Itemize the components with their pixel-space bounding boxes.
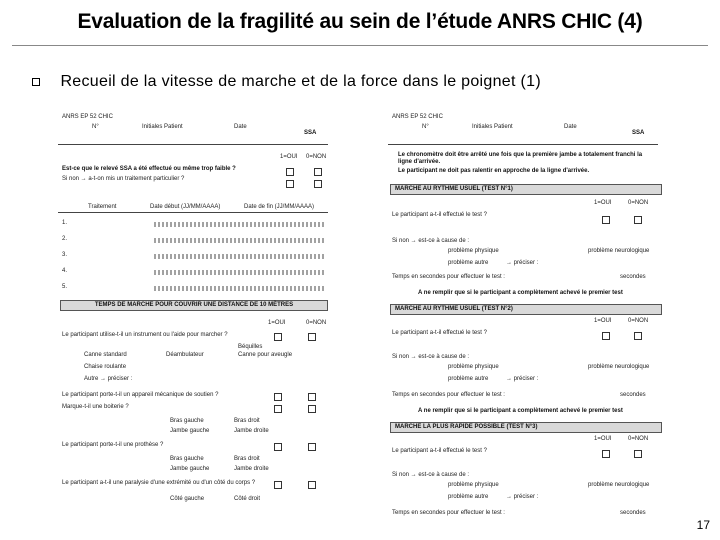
left-row-dates bbox=[154, 238, 324, 243]
left-header-rule bbox=[58, 144, 328, 145]
left-q1: Est-ce que le relevé SSA a été effectué ou même trop faible ? bbox=[62, 166, 236, 172]
bullet-text: Recueil de la vitesse de marche et de la force dans le poignet (1) bbox=[60, 73, 541, 90]
left-row-4: 4. bbox=[62, 268, 68, 274]
left-aid-4: Canne pour aveugle bbox=[238, 352, 293, 358]
right-test-3-bar: MARCHE LA PLUS RAPIDE POSSIBLE (TEST N°3) bbox=[390, 422, 662, 433]
right-q3-yes-box[interactable] bbox=[602, 450, 610, 458]
left-q2: Le participant utilise-t-il un instrument ou l'aide pour marcher ? bbox=[62, 332, 228, 338]
right-q2-yes-box[interactable] bbox=[602, 332, 610, 340]
slide-title: Evaluation de la fragilité au sein de l’étude ANRS CHIC (4) bbox=[77, 10, 643, 33]
left-section-bar: TEMPS DE MARCHE POUR COUVRIR UNE DISTANCE DE 10 MÈTRES bbox=[60, 300, 328, 311]
left-row-dates bbox=[154, 222, 324, 227]
left-form-page bbox=[58, 112, 333, 522]
left-q5-yes-box[interactable] bbox=[274, 443, 282, 451]
left-table-head-2: Date début (JJ/MM/AAAA) bbox=[150, 204, 221, 210]
right-time-3: Temps en secondes pour effectuer le test : bbox=[392, 510, 505, 516]
left-side-2b: Bras droit bbox=[234, 456, 260, 462]
right-no-3: 0=NON bbox=[628, 436, 649, 442]
page-number: 17 bbox=[696, 518, 710, 532]
left-field-num: N° bbox=[92, 124, 99, 130]
right-q-done-2: Le participant a-t-il effectué le test ? bbox=[392, 330, 487, 336]
right-note-1: Le chronomètre doit être arrêté une fois que la première jambe a totalement franchi la ligne d'arrivée. bbox=[398, 152, 643, 165]
left-side-4b: Jambe droite bbox=[234, 466, 269, 472]
left-yes-label: 1=OUI bbox=[280, 154, 298, 160]
left-q3: Le participant porte-t-il un appareil mécanique de soutien ? bbox=[62, 392, 219, 398]
right-field-date: Date bbox=[564, 124, 577, 130]
left-q5: Le participant porte-t-il une prothèse ? bbox=[62, 442, 164, 448]
right-reason-2: Si non → est-ce à cause de : bbox=[392, 354, 470, 360]
left-table-rule bbox=[58, 212, 328, 213]
right-header-rule bbox=[388, 144, 658, 145]
right-completed-2: A ne remplir que si le participant a complètement achevé le premier test bbox=[418, 408, 623, 414]
left-aid-1: Canne standard bbox=[84, 352, 127, 358]
left-q5-no-box[interactable] bbox=[308, 443, 316, 451]
left-row-3: 3. bbox=[62, 252, 68, 258]
right-reason-2a: problème physique bbox=[448, 364, 499, 370]
left-aid-6: Autre → préciser : bbox=[84, 376, 133, 382]
right-units-2: secondes bbox=[620, 392, 646, 398]
right-form-page bbox=[388, 112, 662, 522]
left-row-1: 1. bbox=[62, 220, 68, 226]
left-field-ssa: SSA bbox=[304, 130, 317, 136]
right-no-1: 0=NON bbox=[628, 200, 649, 206]
left-field-date: Date bbox=[234, 124, 247, 130]
left-no-label: 0=NON bbox=[306, 154, 327, 160]
right-units-3: secondes bbox=[620, 510, 646, 516]
square-bullet-icon bbox=[32, 78, 40, 86]
right-reason-1a: problème physique bbox=[448, 248, 499, 254]
right-no-2: 0=NON bbox=[628, 318, 649, 324]
left-q4-no-box[interactable] bbox=[308, 405, 316, 413]
right-q1-no-box[interactable] bbox=[634, 216, 642, 224]
left-side-3b: Jambe gauche bbox=[170, 466, 210, 472]
right-q-done-1: Le participant a-t-il effectué le test ? bbox=[392, 212, 487, 218]
right-reason-2c: problème autre bbox=[448, 376, 489, 382]
right-q2-no-box[interactable] bbox=[634, 332, 642, 340]
right-yes-3: 1=OUI bbox=[594, 436, 612, 442]
left-field-initials: Initiales Patient bbox=[142, 124, 183, 130]
left-q6-yes-box[interactable] bbox=[274, 481, 282, 489]
right-time-2: Temps en secondes pour effectuer le test : bbox=[392, 392, 505, 398]
right-reason-1: Si non → est-ce à cause de : bbox=[392, 238, 470, 244]
right-field-ssa: SSA bbox=[632, 130, 645, 136]
right-yes-2: 1=OUI bbox=[594, 318, 612, 324]
left-row-dates bbox=[154, 270, 324, 275]
title-rule bbox=[12, 45, 708, 46]
right-field-initials: Initiales Patient bbox=[472, 124, 513, 130]
left-aid-2: Déambulateur bbox=[166, 352, 204, 358]
left-q1-note: Si non → a-t-on mis un traitement particulier ? bbox=[62, 176, 185, 182]
right-reason-1b: problème neurologique bbox=[588, 248, 650, 254]
left-q6-no-box[interactable] bbox=[308, 481, 316, 489]
right-time-1: Temps en secondes pour effectuer le test : bbox=[392, 274, 505, 280]
left-q2-yes-box[interactable] bbox=[274, 333, 282, 341]
left-form-header: ANRS EP 52 CHIC bbox=[62, 114, 113, 120]
right-reason-3c: problème autre bbox=[448, 494, 489, 500]
left-side-6: Côté droit bbox=[234, 496, 261, 502]
right-test-1-bar: MARCHE AU RYTHME USUEL (TEST N°1) bbox=[390, 184, 662, 195]
right-q1-yes-box[interactable] bbox=[602, 216, 610, 224]
left-q3-no-box[interactable] bbox=[308, 393, 316, 401]
left-side-4: Jambe droite bbox=[234, 428, 269, 434]
left-q1b-no-box[interactable] bbox=[314, 180, 322, 188]
left-q1b-yes-box[interactable] bbox=[286, 180, 294, 188]
right-reason-2d: → préciser : bbox=[506, 376, 539, 382]
right-units-1: secondes bbox=[620, 274, 646, 280]
right-field-num: N° bbox=[422, 124, 429, 130]
right-reason-3: Si non → est-ce à cause de : bbox=[392, 472, 470, 478]
left-no-label-2: 0=NON bbox=[306, 320, 327, 326]
bullet-row bbox=[32, 73, 541, 91]
right-reason-1d: → préciser : bbox=[506, 260, 539, 266]
left-q4: Marque-t-il une boiterie ? bbox=[62, 404, 129, 410]
right-test-2-bar: MARCHE AU RYTHME USUEL (TEST N°2) bbox=[390, 304, 662, 315]
left-q1-no-box[interactable] bbox=[314, 168, 322, 176]
right-note-2: Le participant ne doit pas ralentir en approche de la ligne d'arrivée. bbox=[398, 168, 590, 174]
left-table-head-1: Traitement bbox=[88, 204, 117, 210]
left-q3-yes-box[interactable] bbox=[274, 393, 282, 401]
right-form-header: ANRS EP 52 CHIC bbox=[392, 114, 443, 120]
right-reason-3a: problème physique bbox=[448, 482, 499, 488]
left-aid-5: Chaise roulante bbox=[84, 364, 127, 370]
right-completed-1: A ne remplir que si le participant a complètement achevé le premier test bbox=[418, 290, 623, 296]
right-yes-1: 1=OUI bbox=[594, 200, 612, 206]
right-reason-3d: → préciser : bbox=[506, 494, 539, 500]
left-q1-yes-box[interactable] bbox=[286, 168, 294, 176]
left-q6: Le participant a-t-il une paralysie d'une extrémité ou d'un côté du corps ? bbox=[62, 480, 256, 486]
left-side-2: Bras droit bbox=[234, 418, 260, 424]
left-side-1b: Bras gauche bbox=[170, 456, 204, 462]
left-row-2: 2. bbox=[62, 236, 68, 242]
right-q-done-3: Le participant a-t-il effectué le test ? bbox=[392, 448, 487, 454]
left-row-dates bbox=[154, 254, 324, 259]
left-yes-label-2: 1=OUI bbox=[268, 320, 286, 326]
left-aid-3: Béquilles bbox=[238, 344, 263, 350]
right-reason-1c: problème autre bbox=[448, 260, 489, 266]
left-side-3: Jambe gauche bbox=[170, 428, 210, 434]
right-reason-2b: problème neurologique bbox=[588, 364, 650, 370]
left-side-1: Bras gauche bbox=[170, 418, 204, 424]
left-row-5: 5. bbox=[62, 284, 68, 290]
right-reason-3b: problème neurologique bbox=[588, 482, 650, 488]
left-table-head-3: Date de fin (JJ/MM/AAAA) bbox=[244, 204, 315, 210]
right-q3-no-box[interactable] bbox=[634, 450, 642, 458]
left-q4-yes-box[interactable] bbox=[274, 405, 282, 413]
left-q2-no-box[interactable] bbox=[308, 333, 316, 341]
left-side-5: Côté gauche bbox=[170, 496, 205, 502]
left-row-dates bbox=[154, 286, 324, 291]
